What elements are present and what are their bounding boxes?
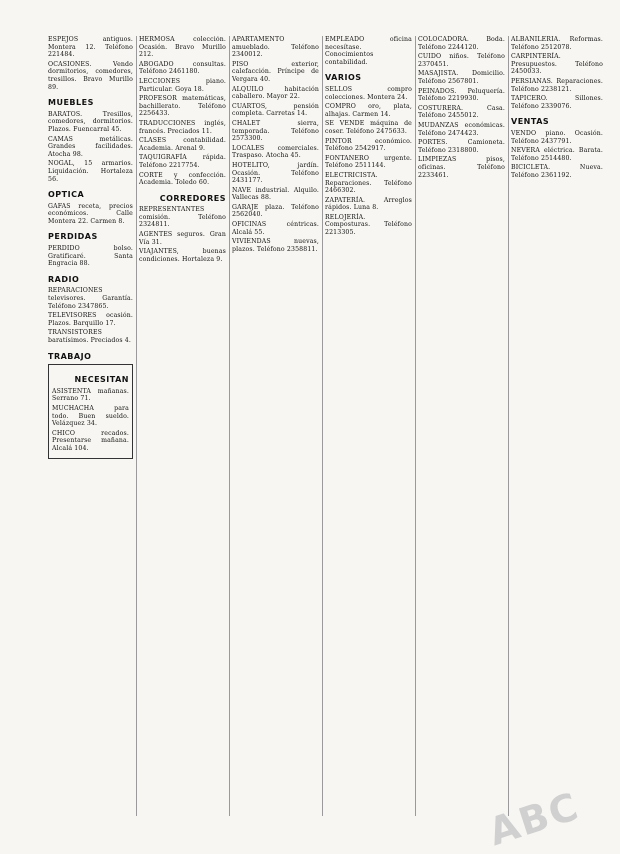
classified-ad: NAVE industrial. Alquilo. Vallecas 88. xyxy=(232,186,319,202)
abc-watermark: ABC xyxy=(483,783,585,854)
classified-ad: OFICINAS céntricas. Alcalá 55. xyxy=(232,221,319,236)
classified-ad: RELOJERÍA. Composturas. Teléfono 2213305. xyxy=(325,213,412,237)
section-heading: MUEBLES xyxy=(48,98,94,108)
classified-ad: PINTOR económico. Teléfono 2542917. xyxy=(325,137,412,153)
classified-ad: SELLOS compro colecciones. Montera 24. xyxy=(325,85,412,101)
classified-ad: TAPICERO. Sillones. Teléfono 2339076. xyxy=(511,95,603,110)
classified-ad: REPRESENTANTES comisión. Teléfono 2324811. xyxy=(139,206,226,229)
classified-ad: CHALET sierra, temporada. Teléfono 2573300. xyxy=(232,119,319,143)
classified-ad: TELEVISORES ocasión. Plazos. Barquillo 17. xyxy=(48,312,133,327)
classified-ad: ABOGADO consultas. Teléfono 2461180. xyxy=(139,60,226,76)
classified-ad: ASISTENTA mañanas. Serrano 71. xyxy=(52,387,129,403)
classified-ad: CUARTOS, pensión completa. Carretas 14. xyxy=(232,102,319,118)
classified-ad: LIMPIEZAS pisos, oficinas. Teléfono 2233461. xyxy=(418,156,505,179)
classified-ad: MASAJISTA. Domicilio. Teléfono 2567801. xyxy=(418,70,505,85)
classified-ad: PORTES. Camioneta. Teléfono 2318800. xyxy=(418,139,505,154)
classified-ad: MUCHACHA para todo. Buen sueldo. Velázquez 34. xyxy=(52,404,129,428)
classified-ad: PEINADOS. Peluquería. Teléfono 2219930. xyxy=(418,87,505,103)
classified-column-4 xyxy=(323,36,416,816)
section-heading: VENTAS xyxy=(511,117,550,127)
classified-ad: ALQUILO habitación caballero. Mayor 22. xyxy=(232,85,319,101)
classified-ad: GAFAS receta, precios económicos. Calle Montera 22. Carmen 8. xyxy=(48,202,133,225)
classified-column-1 xyxy=(46,36,137,816)
classified-ad: ESPEJOS antiguos. Montera 12. Teléfono 221484. xyxy=(48,36,133,59)
classified-ad: CHICO recados. Presentarse mañana. Alcalá 104. xyxy=(52,429,129,452)
section-heading: CORREDORES xyxy=(159,193,226,203)
classified-ad: LECCIONES piano. Particular. Goya 18. xyxy=(139,77,226,93)
classified-ad: LOCALES comerciales. Traspaso. Atocha 45. xyxy=(232,144,319,160)
classified-ad: GARAJE plaza. Teléfono 2562040. xyxy=(232,203,319,219)
classified-ad: TRANSISTORES baratísimos. Preciados 4. xyxy=(48,329,132,344)
classified-ad: HOTELITO, jardín. Ocasión. Teléfono 2431177. xyxy=(232,161,319,185)
boxed-notice xyxy=(48,364,133,458)
classified-ad: PERDIDO bolso. Gratificaré. Santa Engracia 88. xyxy=(48,245,133,268)
classified-ad: TAQUIGRAFÍA rápida. Teléfono 2217754. xyxy=(139,154,226,169)
classified-ad: OCASIONES. Vendo dormitorios, comedores, tresillos. Bravo Murillo 89. xyxy=(48,60,133,91)
classified-column-5 xyxy=(416,36,509,816)
classified-ad: REPARACIONES televisores. Garantía. Teléfono 2347865. xyxy=(48,287,133,310)
classified-ad: NOGAL, 15 armarios. Liquidación. Hortaleza 56. xyxy=(48,160,133,183)
classified-ad: CAMAS metálicas. Grandes facilidades. Atocha 98. xyxy=(48,135,133,158)
classified-column-2 xyxy=(137,36,230,816)
classified-ad: CUIDO niños. Teléfono 2370451. xyxy=(418,53,505,68)
classified-ad: ALBAÑILERÍA. Reformas. Teléfono 2512078. xyxy=(511,36,603,51)
classified-ad: PROFESOR matemáticas, bachillerato. Teléfono 2256433. xyxy=(139,95,226,118)
classified-ad: MUDANZAS económicas. Teléfono 2474423. xyxy=(418,121,505,137)
classified-ad: PISO exterior, calefacción. Príncipe de Vergara 40. xyxy=(232,60,319,83)
classified-ad: FONTANERO urgente. Teléfono 2511144. xyxy=(325,154,412,170)
classified-column-6 xyxy=(509,36,606,816)
classified-ad: HERMOSA colección. Ocasión. Bravo Murillo 212. xyxy=(139,36,226,59)
classified-ad: AGENTES seguros. Gran Vía 31. xyxy=(139,231,226,246)
classified-ad: COLOCADORA. Boda. Teléfono 2244120. xyxy=(418,36,505,51)
classified-ad: VENDO piano. Ocasión. Teléfono 2437791. xyxy=(511,129,603,145)
classified-ad: EMPLEADO oficina necesítase. Conocimientos contabilidad. xyxy=(325,36,412,66)
section-heading: VARIOS xyxy=(325,73,362,83)
classified-ad: CARPINTERÍA. Presupuestos. Teléfono 2450033. xyxy=(511,53,603,76)
section-heading: NECESITAN xyxy=(74,375,129,385)
classified-ad: SE VENDE máquina de coser. Teléfono 2475633. xyxy=(325,120,412,135)
classified-ad: CLASES contabilidad. Academia. Arenal 9. xyxy=(139,137,226,152)
classified-ad: ZAPATERÍA. Arreglos rápidos. Luna 8. xyxy=(325,196,412,212)
classified-ad: APARTAMENTO amueblado. Teléfono 2340012. xyxy=(232,36,319,59)
classified-ad: VIVIENDAS nuevas, plazos. Teléfono 2358811. xyxy=(232,238,319,253)
classified-column-3 xyxy=(230,36,323,816)
classified-ad: COSTURERA. Casa. Teléfono 2455012. xyxy=(418,104,505,120)
classified-ad: ELECTRICISTA. Reparaciones. Teléfono 2466302. xyxy=(325,171,412,195)
section-heading: PERDIDAS xyxy=(48,232,98,242)
classified-ad: VIAJANTES, buenas condiciones. Hortaleza 9. xyxy=(139,248,226,263)
classified-ad: BARATOS. Tresillos, comedores, dormitorios. Plazos. Fuencarral 45. xyxy=(48,110,133,133)
classified-page xyxy=(46,36,606,816)
classified-ad: NEVERA eléctrica. Barata. Teléfono 2514480. xyxy=(511,147,603,162)
classified-ad: TRADUCCIONES inglés, francés. Preciados 11. xyxy=(139,119,226,135)
section-heading: OPTICA xyxy=(48,190,85,200)
classified-ad: BICICLETA. Nueva. Teléfono 2361192. xyxy=(511,164,603,179)
section-heading: TRABAJO xyxy=(48,351,92,361)
classified-ad: PERSIANAS. Reparaciones. Teléfono 2238121. xyxy=(511,77,603,93)
classified-ad: COMPRO oro, plata, alhajas. Carmen 14. xyxy=(325,103,412,118)
classified-ad: CORTE y confección. Academia. Toledo 60. xyxy=(139,171,226,187)
section-heading: RADIO xyxy=(48,274,80,284)
